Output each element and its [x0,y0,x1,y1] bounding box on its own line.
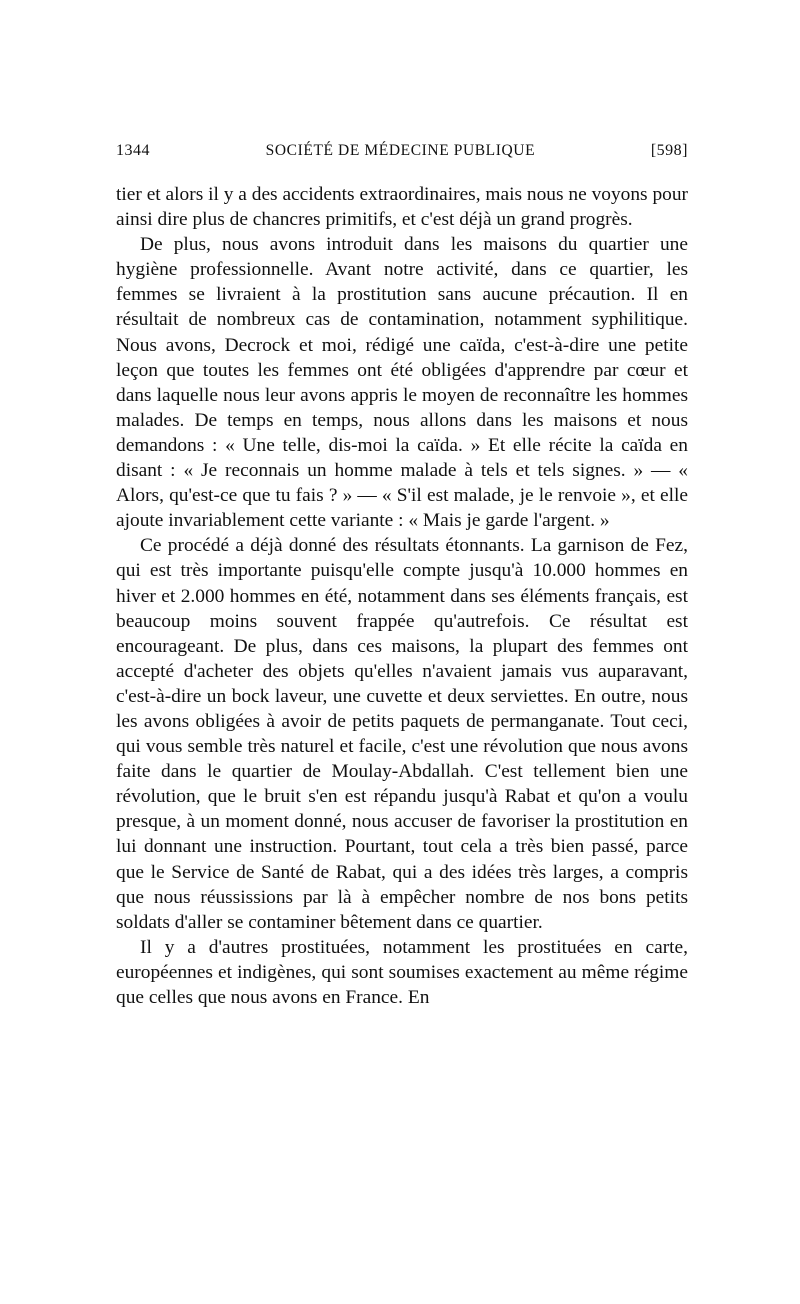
paragraph-hygiene: De plus, nous avons introduit dans les maisons du quartier une hygiène professionnelle. Avant notre activité, dans ce quartier, les femmes se livraient à la prostitution sans aucune précaution. Il en résultait de nombreux cas de contamination, notamment syphilitique. Nous avons, Decrock et moi, rédigé une caïda, c'est-à-dire une petite leçon que toutes les femmes ont été obligées d'apprendre par cœur et dans laquelle nous leur avons appris le moyen de reconnaître les hommes malades. De temps en temps, nous allons dans les maisons et nous demandons : « Une telle, dis-moi la caïda. » Et elle récite la caïda en disant : « Je reconnais un homme malade à tels et tels signes. » — « Alors, qu'est-ce que tu fais ? » — « S'il est malade, je le renvoie », et elle ajoute invariablement cette variante : « Mais je garde l'argent. » [116,234,688,532]
paragraph-other-prostitutes: Il y a d'autres prostituées, notamment les prostituées en carte, européennes et indigènes, qui sont soumises exactement au même régime que celles que nous avons en France. En [116,936,688,1008]
bracket-page-number: [598] [650,142,688,159]
paragraph-results: Ce procédé a déjà donné des résultats étonnants. La garnison de Fez, qui est très importante puisqu'elle compte jusqu'à 10.000 hommes en hiver et 2.000 hommes en été, notamment dans ses éléments français, est beaucoup moins souvent frappée qu'autrefois. Ce résultat est encourageant. De plus, dans ces maisons, la plupart des femmes ont accepté d'acheter des objets qu'elles n'avaient jamais vus auparavant, c'est-à-dire un bock laveur, une cuvette et deux serviettes. En outre, nous les avons obligées à avoir de petits paquets de permanganate. Tout ceci, qui vous semble très naturel et facile, c'est une révolution que nous avons faite dans le quartier de Moulay-Abdallah. C'est tellement bien une révolution, que le bruit s'en est répandu jusqu'à Rabat et qu'on a voulu presque, à un moment donné, nous accuser de favoriser la prostitution en lui donnant une instruction. Pourtant, tout cela a très bien passé, parce que le Service de Santé de Rabat, qui a des idées très larges, a compris que nous réussissions par là à empêcher nombre de nos bons petits soldats d'aller se contaminer bêtement dans ce quartier. [116,535,688,933]
body-text [116,182,688,1010]
paragraph-continuation: tier et alors il y a des accidents extraordinaires, mais nous ne voyons pour ainsi dire plus de chancres primitifs, et c'est déjà un grand progrès. [116,184,688,231]
page-number: 1344 [116,142,150,159]
running-title: SOCIÉTÉ DE MÉDECINE PUBLIQUE [265,142,536,159]
running-header [116,142,688,168]
document-page [116,142,688,1010]
